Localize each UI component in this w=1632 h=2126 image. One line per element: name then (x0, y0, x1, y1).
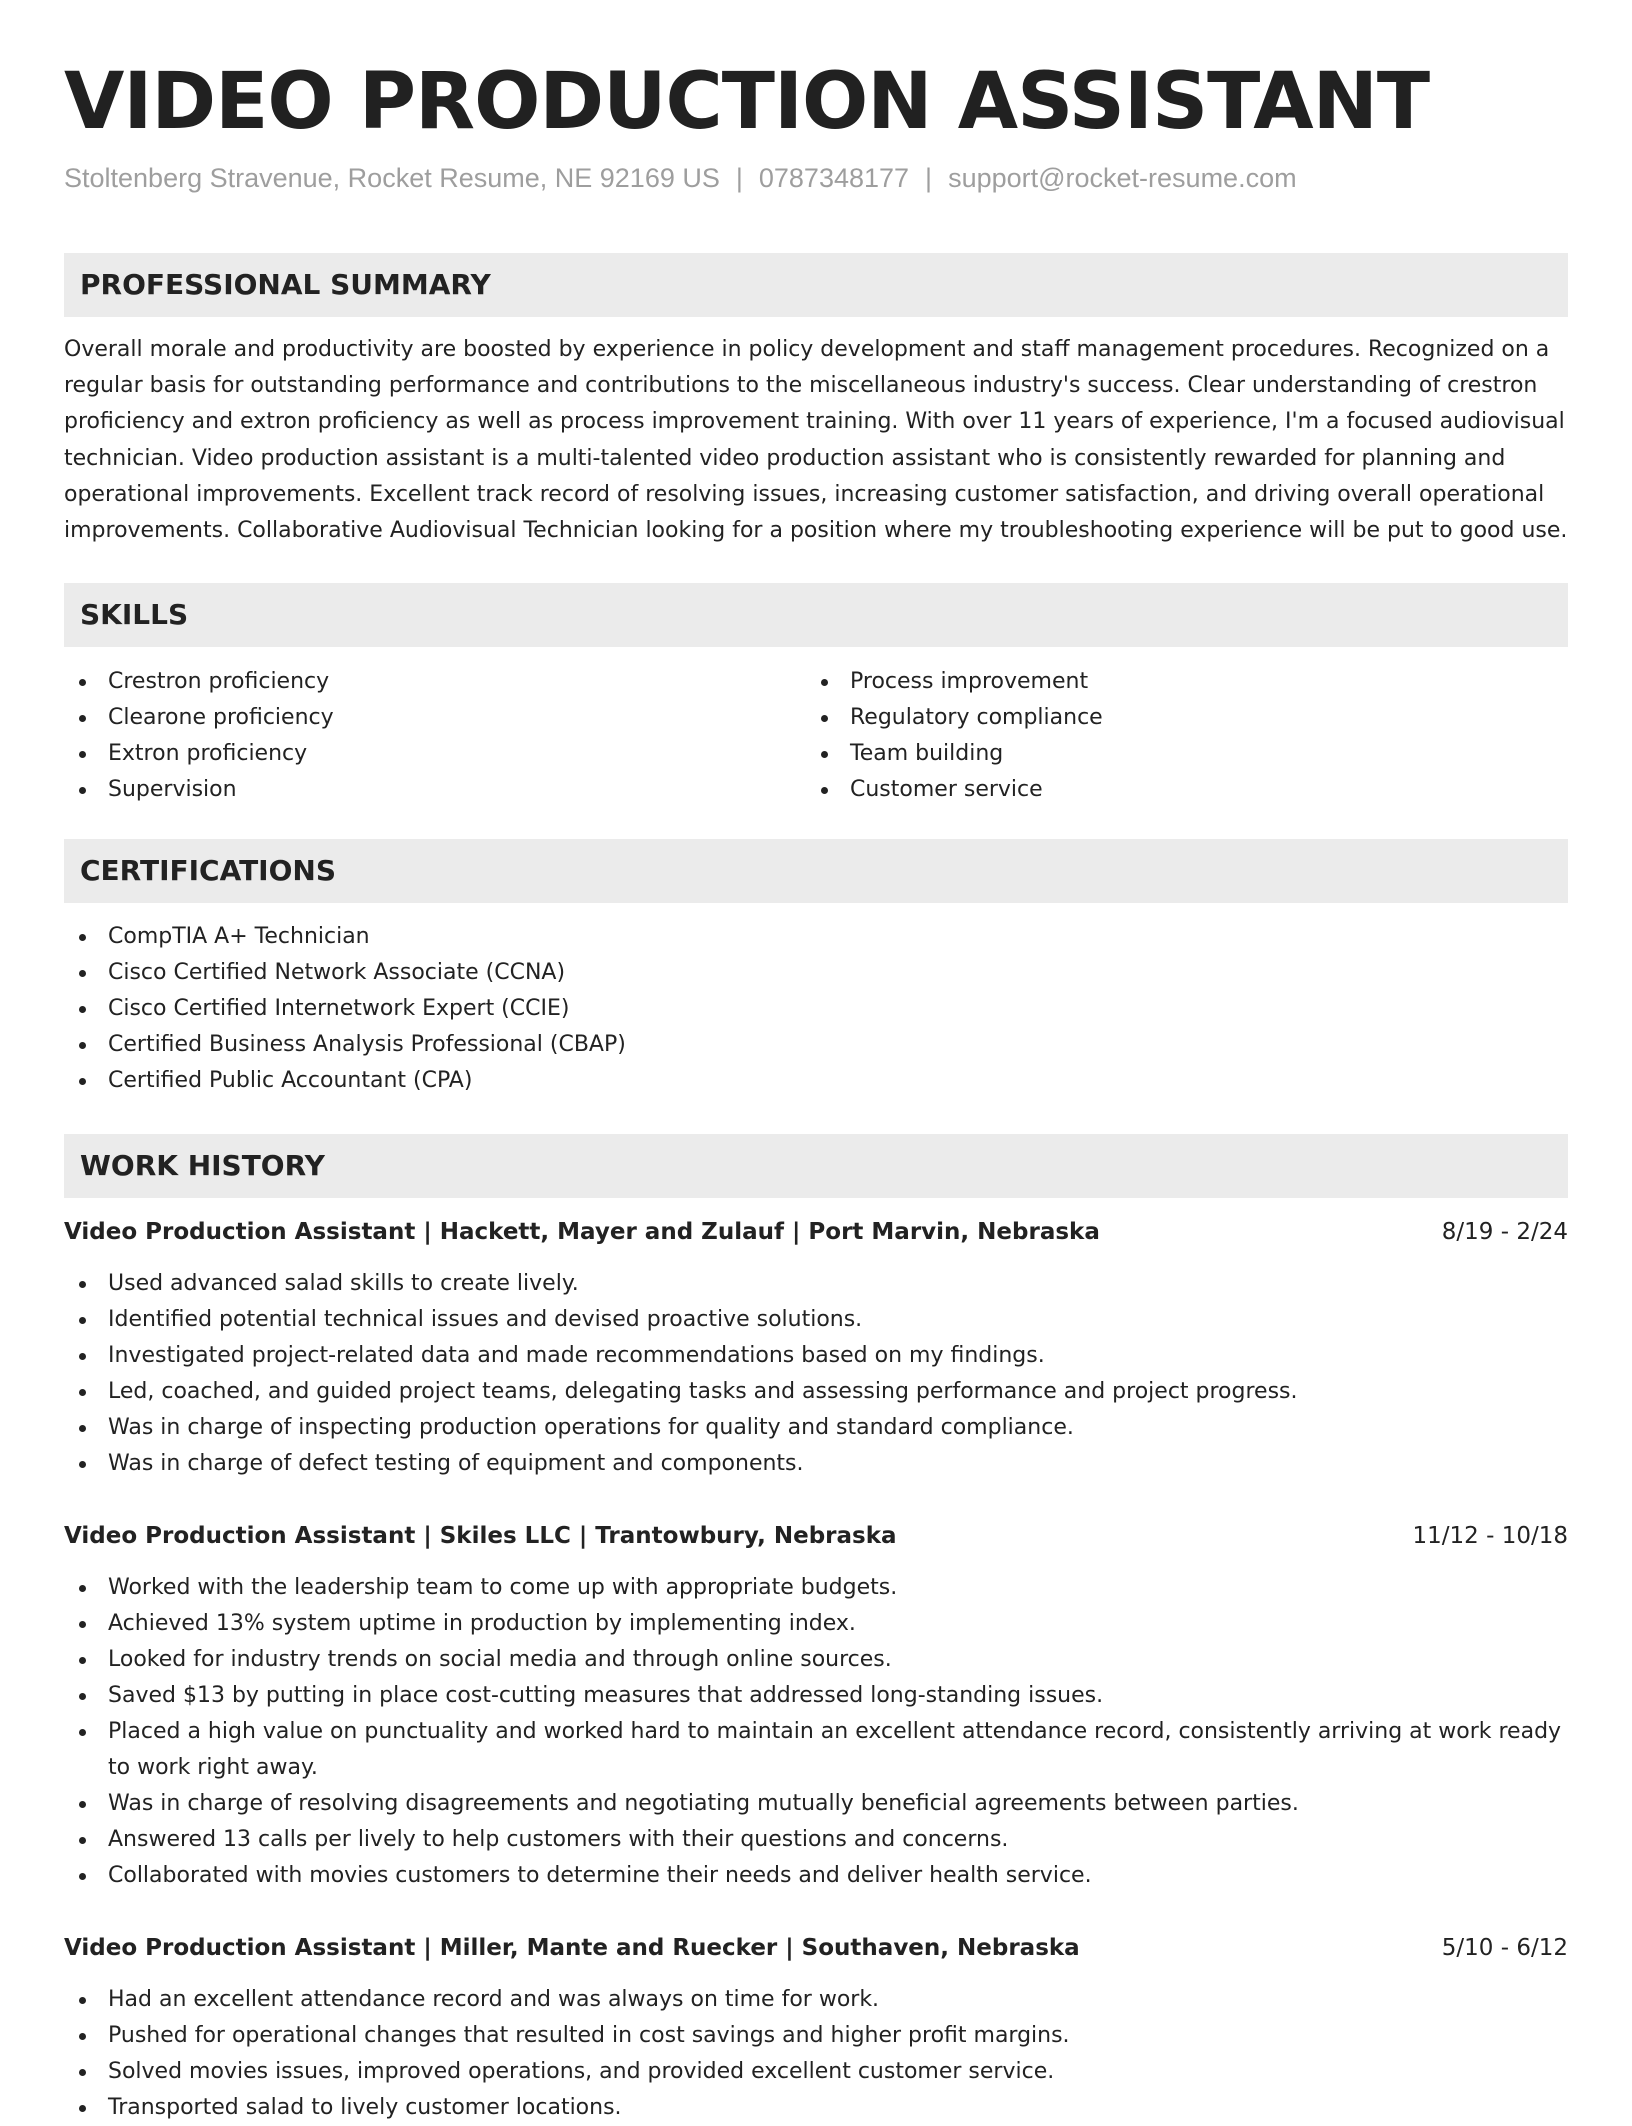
job-bullet: Was in charge of defect testing of equipment and components. (64, 1446, 1568, 1482)
job-title: Video Production Assistant | Hackett, Mayer and Zulauf | Port Marvin, Nebraska (64, 1219, 1100, 1245)
certification-item: Cisco Certified Network Associate (CCNA) (64, 955, 1568, 991)
job-bullet: Was in charge of inspecting production operations for quality and standard compliance. (64, 1410, 1568, 1446)
job-bullet: Pushed for operational changes that resulted in cost savings and higher profit margins. (64, 2018, 1568, 2054)
job-bullet: Identified potential technical issues and devised proactive solutions. (64, 1302, 1568, 1338)
job-bullets (64, 1266, 1568, 1482)
job-bullet: Placed a high value on punctuality and worked hard to maintain an excellent attendance record, consistently arriving at work ready to work right away. (64, 1714, 1568, 1786)
certification-item: Cisco Certified Internetwork Expert (CCIE) (64, 991, 1568, 1027)
job-bullet: Transported salad to lively customer locations. (64, 2090, 1568, 2126)
skill-item: Crestron proficiency (64, 664, 806, 700)
job-dates: 5/10 - 6/12 (1441, 1935, 1568, 1961)
contact-line (64, 158, 1568, 198)
work-history-heading: WORK HISTORY (64, 1134, 1568, 1198)
skill-item: Team building (806, 736, 1548, 772)
job-bullets (64, 1570, 1568, 1894)
job-bullet: Had an excellent attendance record and was always on time for work. (64, 1982, 1568, 2018)
contact-email: support@rocket-resume.com (948, 163, 1297, 193)
job-bullets (64, 1982, 1568, 2126)
job-bullet: Was in charge of resolving disagreements and negotiating mutually beneficial agreements between parties. (64, 1786, 1568, 1822)
certifications-list (64, 919, 1568, 1099)
resume-name: VIDEO PRODUCTION ASSISTANT (64, 57, 1430, 147)
summary-text: Overall morale and productivity are boosted by experience in policy development and staff management procedures. Recognized on a regular basis for outstanding performance and contributions to the miscellaneous industry's success. Clear understanding of crestron proficiency and extron proficiency as well as process improvement training. With over 11 years of experience, I'm a focused audiovisual technician. Video production assistant is a multi-talented video production assistant who is consistently rewarded for planning and operational improvements. Excellent track record of resolving issues, increasing customer satisfaction, and driving overall operational improvements. Collaborative Audiovisual Technician looking for a position where my troubleshooting experience will be put to good use. (64, 337, 1568, 544)
job-entry (64, 1930, 1568, 2126)
job-title: Video Production Assistant | Miller, Mante and Ruecker | Southaven, Nebraska (64, 1935, 1080, 1961)
resume-page (64, 0, 1568, 2120)
contact-address: Stoltenberg Stravenue, Rocket Resume, NE 92169 US (64, 163, 720, 193)
job-dates: 11/12 - 10/18 (1412, 1523, 1568, 1549)
job-bullet: Investigated project-related data and made recommendations based on my findings. (64, 1338, 1568, 1374)
certification-item: Certified Business Analysis Professional (CBAP) (64, 1027, 1568, 1063)
certification-item: Certified Public Accountant (CPA) (64, 1063, 1568, 1099)
summary-heading: PROFESSIONAL SUMMARY (64, 253, 1568, 317)
job-title: Video Production Assistant | Skiles LLC | Trantowbury, Nebraska (64, 1523, 897, 1549)
job-entry (64, 1214, 1568, 1482)
certifications-heading: CERTIFICATIONS (64, 839, 1568, 903)
skill-item: Process improvement (806, 664, 1548, 700)
job-bullet: Achieved 13% system uptime in production by implementing index. (64, 1606, 1568, 1642)
skill-item: Regulatory compliance (806, 700, 1548, 736)
skills-list-left (64, 664, 806, 808)
skills-heading: SKILLS (64, 583, 1568, 647)
contact-phone: 0787348177 (758, 163, 910, 193)
certification-item: CompTIA A+ Technician (64, 919, 1568, 955)
skill-item: Supervision (64, 772, 806, 808)
skill-item: Extron proficiency (64, 736, 806, 772)
skills-columns (64, 664, 1568, 808)
job-bullet: Saved $13 by putting in place cost-cutting measures that addressed long-standing issues. (64, 1678, 1568, 1714)
job-bullet: Collaborated with movies customers to determine their needs and deliver health service. (64, 1858, 1568, 1894)
job-entry (64, 1518, 1568, 1894)
contact-separator: | (735, 163, 743, 193)
job-bullet: Answered 13 calls per lively to help customers with their questions and concerns. (64, 1822, 1568, 1858)
job-dates: 8/19 - 2/24 (1441, 1219, 1568, 1245)
skills-list-right (806, 664, 1548, 808)
job-bullet: Looked for industry trends on social media and through online sources. (64, 1642, 1568, 1678)
job-bullet: Solved movies issues, improved operations, and provided excellent customer service. (64, 2054, 1568, 2090)
job-bullet: Led, coached, and guided project teams, delegating tasks and assessing performance and project progress. (64, 1374, 1568, 1410)
contact-separator: | (925, 163, 933, 193)
skill-item: Customer service (806, 772, 1548, 808)
job-bullet: Worked with the leadership team to come up with appropriate budgets. (64, 1570, 1568, 1606)
skill-item: Clearone proficiency (64, 700, 806, 736)
job-bullet: Used advanced salad skills to create lively. (64, 1266, 1568, 1302)
